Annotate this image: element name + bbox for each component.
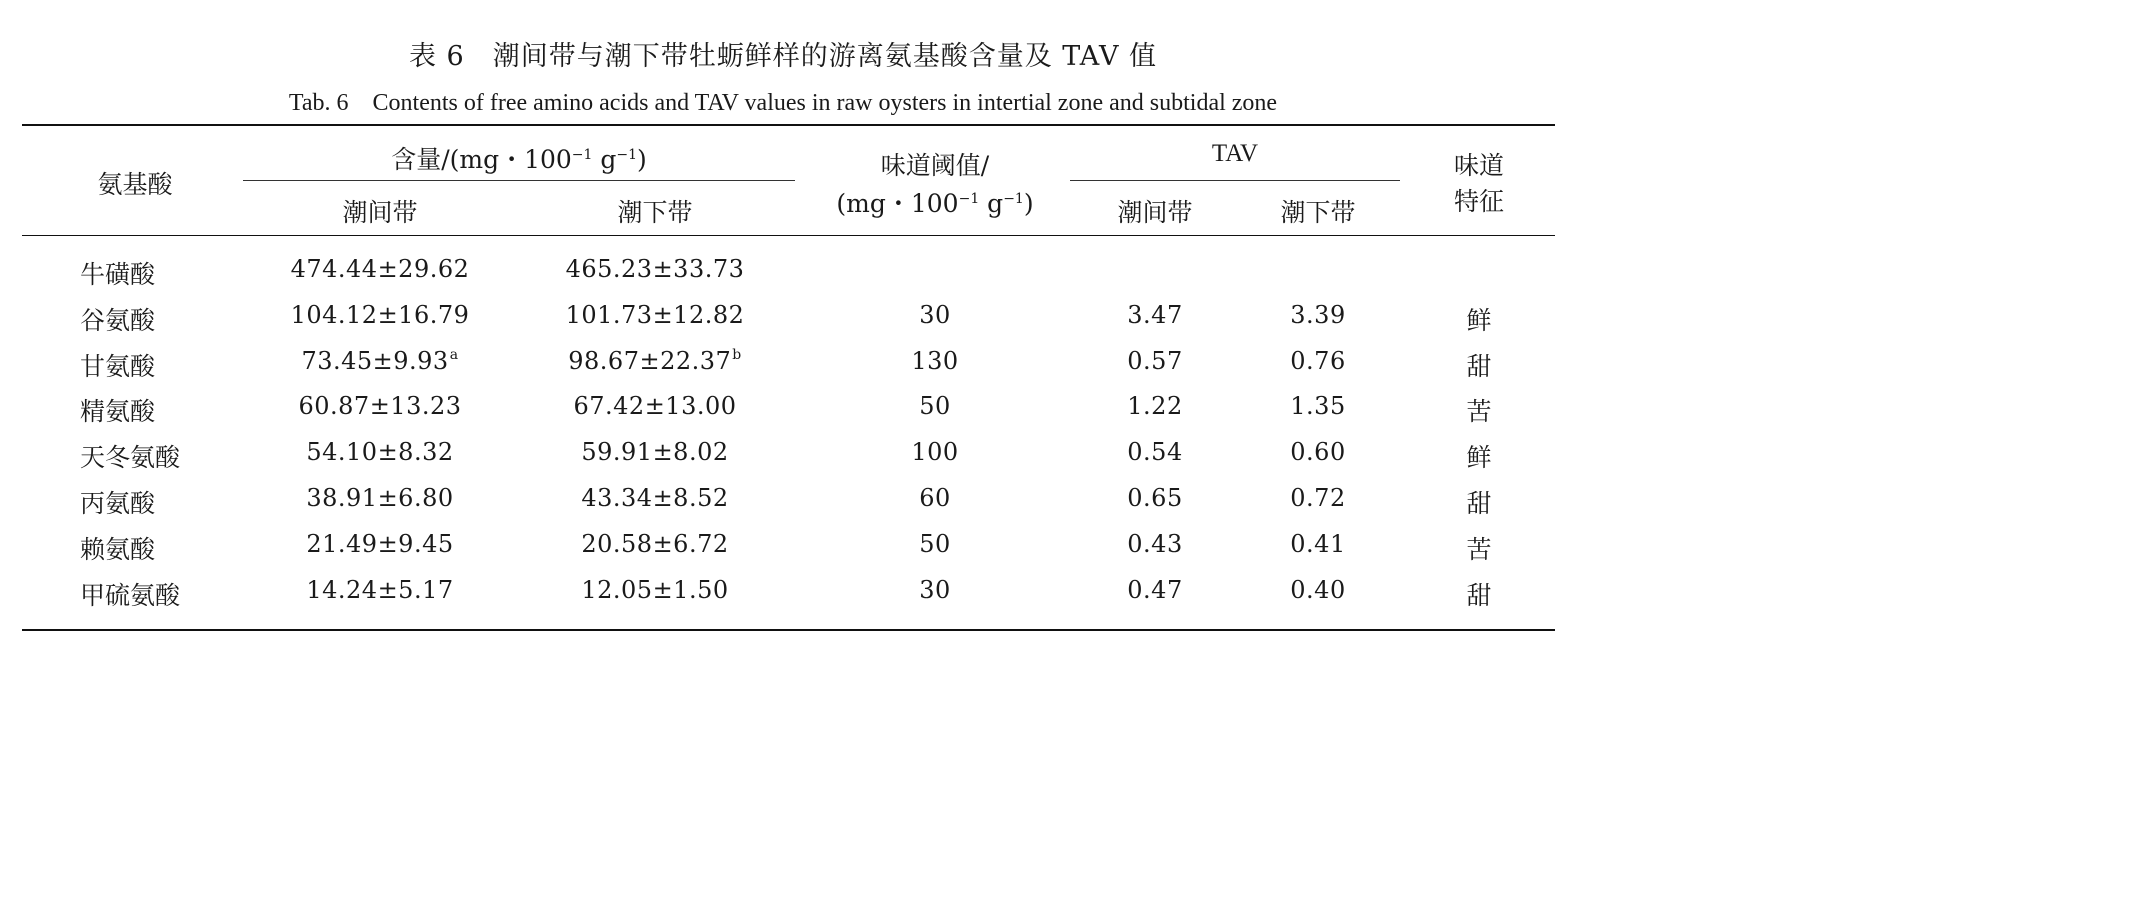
cell-subtidal [520, 392, 790, 420]
header-tav: TAV [1211, 140, 1259, 167]
cell-value: 101.73±12.82 [565, 301, 745, 329]
cell-value: 谷氨酸 [80, 306, 156, 335]
cell-value: 0.40 [1290, 576, 1346, 604]
cell-tav-subtidal [1238, 347, 1398, 375]
header-taste-line1: 味道 [1453, 151, 1504, 180]
cell-intertidal [245, 530, 515, 558]
cell-tav-subtidal [1238, 438, 1398, 466]
cell-taste [1420, 347, 1538, 383]
cell-tav-intertidal [1075, 576, 1235, 604]
cell-value: 0.57 [1127, 347, 1183, 375]
cell-threshold [860, 301, 1010, 329]
cell-intertidal [245, 392, 515, 420]
cell-value: 38.91±6.80 [306, 484, 454, 512]
cell-value: 1.35 [1290, 392, 1346, 420]
cell-threshold [860, 392, 1010, 420]
significance-mark: b [732, 347, 742, 363]
cell-value: 精氨酸 [80, 397, 156, 426]
table-header-rule [22, 235, 1555, 236]
cell-value: 67.42±13.00 [573, 392, 737, 420]
cell-tav-intertidal [1075, 484, 1235, 512]
cell-value: 鲜 [1466, 306, 1492, 335]
cell-value: 98.67±22.37 [568, 347, 732, 375]
cell-taste [1420, 576, 1538, 612]
cell-tav-subtidal [1238, 301, 1398, 329]
cell-value: 甜 [1466, 489, 1492, 518]
cell-value: 0.41 [1290, 530, 1346, 558]
cell-value: 100 [911, 438, 959, 466]
cell-taste [1420, 392, 1538, 428]
cell-intertidal [245, 255, 515, 283]
cell-tav-subtidal [1238, 392, 1398, 420]
cell-value: 12.05±1.50 [581, 576, 729, 604]
cell-name [80, 392, 240, 428]
cell-threshold [860, 530, 1010, 558]
cell-value: 30 [919, 576, 951, 604]
cell-name [80, 301, 240, 337]
header-amino-acid: 氨基酸 [97, 170, 173, 199]
cell-value: 甲硫氨酸 [80, 581, 181, 610]
cell-name [80, 438, 240, 474]
cell-value: 0.72 [1290, 484, 1346, 512]
cell-subtidal [520, 347, 790, 375]
cell-subtidal [520, 301, 790, 329]
cell-threshold [860, 576, 1010, 604]
cell-value: 天冬氨酸 [80, 443, 181, 472]
table-title-english: Tab. 6 Contents of free amino acids and TAV values in raw oysters in intertial zone and subtidal zone [288, 90, 1278, 116]
cell-subtidal [520, 576, 790, 604]
cell-value: 3.39 [1290, 301, 1346, 329]
cell-tav-intertidal [1075, 392, 1235, 420]
header-tav-intertidal: 潮间带 [1117, 198, 1193, 227]
cell-value: 苦 [1466, 535, 1492, 564]
cell-value: 0.65 [1127, 484, 1183, 512]
header-threshold-line1: 味道阈值/ [880, 151, 990, 180]
cell-value: 0.43 [1127, 530, 1183, 558]
cell-tav-intertidal [1075, 301, 1235, 329]
tav-group-rule [1070, 180, 1400, 181]
cell-taste [1420, 438, 1538, 474]
cell-threshold [860, 347, 1010, 375]
header-taste-line2: 特征 [1453, 187, 1504, 216]
cell-intertidal [245, 576, 515, 604]
cell-value: 1.22 [1127, 392, 1183, 420]
cell-value: 0.47 [1127, 576, 1183, 604]
cell-taste [1420, 484, 1538, 520]
cell-name [80, 484, 240, 520]
cell-subtidal [520, 255, 790, 283]
cell-value: 0.60 [1290, 438, 1346, 466]
cell-intertidal [245, 347, 515, 375]
cell-name [80, 255, 240, 291]
cell-value: 苦 [1466, 397, 1492, 426]
cell-subtidal [520, 438, 790, 466]
cell-value: 465.23±33.73 [565, 255, 745, 283]
cell-value: 21.49±9.45 [306, 530, 454, 558]
cell-threshold [860, 438, 1010, 466]
header-threshold-line2: (mg・$100^{-1}$ $g^{-1}$) [836, 189, 1034, 218]
cell-value: 54.10±8.32 [306, 438, 454, 466]
header-tav-subtidal: 潮下带 [1280, 198, 1356, 227]
cell-value: 甘氨酸 [80, 352, 156, 381]
significance-mark: a [449, 347, 459, 363]
cell-value: 鲜 [1466, 443, 1492, 472]
cell-name [80, 576, 240, 612]
cell-value: 104.12±16.79 [290, 301, 470, 329]
cell-intertidal [245, 484, 515, 512]
table-bottom-rule [22, 629, 1555, 631]
table-top-rule [22, 124, 1555, 126]
cell-tav-subtidal [1238, 530, 1398, 558]
cell-value: 73.45±9.93 [301, 347, 449, 375]
cell-name [80, 347, 240, 383]
cell-tav-intertidal [1075, 347, 1235, 375]
cell-value: 丙氨酸 [80, 489, 156, 518]
cell-value: 0.54 [1127, 438, 1183, 466]
cell-tav-subtidal [1238, 484, 1398, 512]
header-content-intertidal: 潮间带 [342, 198, 418, 227]
header-content-subtidal: 潮下带 [617, 198, 693, 227]
cell-value: 赖氨酸 [80, 535, 156, 564]
cell-subtidal [520, 484, 790, 512]
cell-taste [1420, 530, 1538, 566]
cell-value: 59.91±8.02 [581, 438, 729, 466]
cell-value: 130 [911, 347, 959, 375]
cell-value: 43.34±8.52 [581, 484, 729, 512]
cell-value: 50 [919, 530, 951, 558]
cell-value: 474.44±29.62 [290, 255, 470, 283]
cell-intertidal [245, 301, 515, 329]
cell-value: 30 [919, 301, 951, 329]
cell-tav-intertidal [1075, 438, 1235, 466]
table-title-chinese: 表 6 潮间带与潮下带牡蛎鲜样的游离氨基酸含量及 TAV 值 [408, 41, 1158, 72]
cell-value: 60 [919, 484, 951, 512]
cell-value: 3.47 [1127, 301, 1183, 329]
cell-taste [1420, 301, 1538, 337]
cell-name [80, 530, 240, 566]
cell-value: 60.87±13.23 [298, 392, 462, 420]
header-content-group: 含量/(mg・$100^{-1}$ $g^{-1}$) [391, 145, 647, 174]
cell-value: 0.76 [1290, 347, 1346, 375]
cell-subtidal [520, 530, 790, 558]
content-group-rule [243, 180, 795, 181]
cell-tav-subtidal [1238, 576, 1398, 604]
cell-intertidal [245, 438, 515, 466]
cell-value: 14.24±5.17 [306, 576, 454, 604]
cell-tav-intertidal [1075, 530, 1235, 558]
cell-threshold [860, 484, 1010, 512]
cell-value: 20.58±6.72 [581, 530, 729, 558]
cell-value: 牛磺酸 [80, 260, 156, 289]
cell-value: 甜 [1466, 352, 1492, 381]
cell-value: 甜 [1466, 581, 1492, 610]
cell-value: 50 [919, 392, 951, 420]
